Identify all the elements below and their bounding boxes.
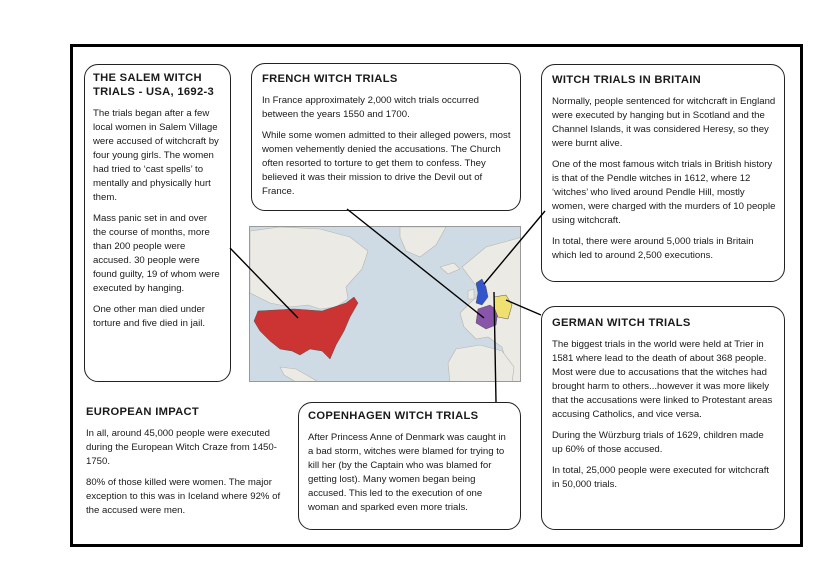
britain-title: WITCH TRIALS IN BRITAIN	[552, 74, 702, 86]
copenhagen-trials-box	[298, 402, 521, 530]
european-title: EUROPEAN IMPACT	[86, 406, 200, 418]
german-paragraph-1: The biggest trials in the world were held at Trier in 1581 where lead to the death of about 368 people. Most were due to accusations that the witches had brought harm to others...however it was more likely that the accusations were linked to Protestant areas accusing Catholics, and vice versa.	[552, 339, 773, 420]
salem-title-line1: THE SALEM WITCH	[93, 72, 202, 84]
world-map	[249, 226, 521, 382]
french-title: FRENCH WITCH TRIALS	[262, 73, 398, 85]
german-paragraph-2: During the Würzburg trials of 1629, children made up 60% of those accused.	[552, 430, 764, 455]
french-paragraph-1: In France approximately 2,000 witch trials occurred between the years 1550 and 1700.	[262, 95, 480, 120]
european-paragraph-2: 80% of those killed were women. The major exception to this was in Iceland where 92% of the accused were men.	[86, 477, 281, 516]
britain-paragraph-1: Normally, people sentenced for witchcraft in England were executed by hanging but in Scotland and the Channel Islands, it was considered Heresy, so they were burnt alive.	[552, 96, 776, 149]
ireland-territory	[468, 289, 474, 299]
european-impact-section	[86, 405, 282, 535]
copenhagen-title: COPENHAGEN WITCH TRIALS	[308, 410, 479, 422]
salem-trials-box	[84, 64, 231, 382]
german-trials-box	[541, 306, 785, 530]
german-paragraph-3: In total, 25,000 people were executed for witchcraft in 50,000 trials.	[552, 465, 770, 490]
britain-paragraph-2: One of the most famous witch trials in British history is that of the Pendle witches in 1612, where 12 ‘witches’ who lived around Pendle Hill, mostly women, were charged with the murders of 10 people using witchcraft.	[552, 159, 776, 226]
britain-paragraph-3: In total, there were around 5,000 trials in Britain which led to around 2,500 executions.	[552, 236, 754, 261]
french-paragraph-2: While some women admitted to their alleged powers, most women vehemently denied the accusations. The Church often resorted to torture to get them to confess. They believed it was their mission to drive the Devil out of France.	[262, 130, 511, 197]
salem-title	[93, 71, 223, 99]
salem-paragraph-2: Mass panic set in and over the course of months, more than 200 people were accused. 30 people were found guilty, 19 of whom were executed by hanging.	[93, 213, 220, 294]
world-map-svg	[250, 227, 521, 382]
european-paragraph-1: In all, around 45,000 people were executed during the European Witch Craze from 1450-1750.	[86, 428, 277, 467]
german-title: GERMAN WITCH TRIALS	[552, 317, 691, 329]
salem-title-line2: TRIALS - USA, 1692-3	[93, 86, 215, 98]
salem-paragraph-1: The trials began after a few local women in Salem Village were accused of witchcraft by four young girls. The women had tried to ‘cast spells’ to mentally and physically hurt them.	[93, 108, 219, 203]
britain-trials-box	[541, 64, 785, 282]
french-trials-box	[251, 63, 521, 211]
copenhagen-paragraph-1: After Princess Anne of Denmark was caught in a bad storm, witches were blamed for trying to kill her (by the Captain who was blamed for getting lost). Many women began being accused. This led to the execution of one woman and sparked even more trials.	[308, 432, 506, 513]
salem-paragraph-3: One other man died under torture and five died in jail.	[93, 304, 206, 329]
